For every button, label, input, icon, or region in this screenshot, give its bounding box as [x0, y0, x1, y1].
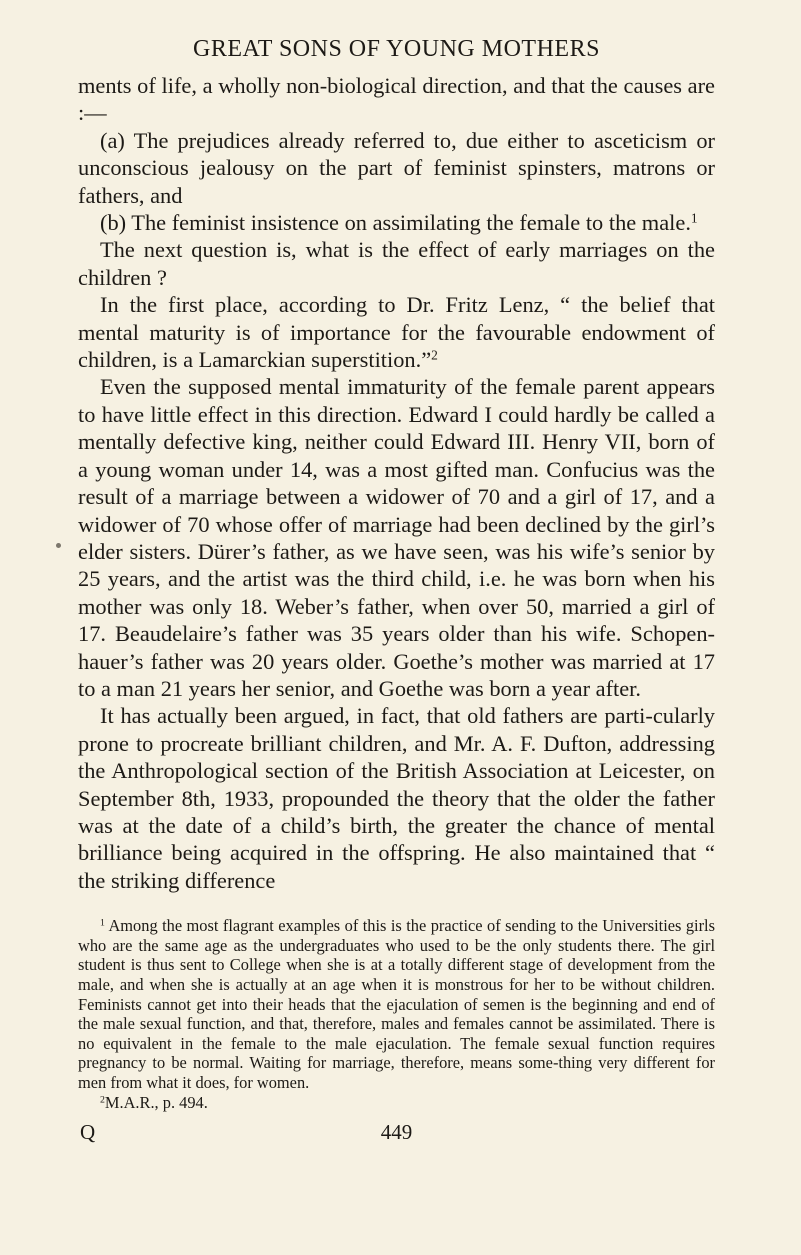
paragraph-question: The next question is, what is the effect of early marriages on the children ? [78, 237, 715, 290]
paragraph-examples: Even the supposed mental immaturity of the female parent appears to have little effect in this direction. Edward I could hardly be called a mentally defective king, neither could Edward III. Henry VII, born of a young woman under 14, was a most gifted man. Confucius was the result of a marriage between a widower of 70 and a girl of 17, and a widower of 70 whose offer of marriage had been declined by the girl’s elder sisters. Dürer’s father, as we have seen, was his wife’s senior by 25 years, and the artist was the third child, i.e. he was born when his mother was only 18. Weber’s father, when over 50, married a girl of 17. Beaudelaire’s father was 35 years older than his wife. Schopen-hauer’s father was 20 years older. Goethe’s mother was married at 17 to a man 21 years her senior, and Goethe was born a year after. [78, 374, 715, 701]
main-text [78, 72, 715, 894]
footnote-reference-1: 1 [690, 210, 698, 226]
footnote-reference-2: 2 [431, 347, 438, 363]
footnote-1-text: Among the most flagrant examples of this is the practice of sending to the Universities girls who are the same age as the undergraduates who used to be the only students there. The girl student is thus sent to College when she is at a totally different stage of development from the male, and when she is actually at an age when it is monstrous for her to be without children. Feminists cannot get into their heads that the ejaculation of semen is the beginning and end of the male sexual function, and that, therefore, males and females cannot be assimilated. There is no equivalent in the female to the male ejaculation. The female sexual function requires pregnancy to be normal. Waiting for marriage, therefore, means some-thing very different for men from what it does, for women. [78, 916, 715, 1092]
margin-dot-mark [56, 543, 61, 548]
footnotes [78, 916, 715, 1112]
running-head: GREAT SONS OF YOUNG MOTHERS [193, 36, 600, 62]
signature-mark: Q [80, 1120, 96, 1145]
lenz-quote-text: In the first place, according to Dr. Fritz Lenz, “ the belief that mental maturity is of importance for the favourable endowment of children, is a Lamarckian superstition.” [78, 292, 715, 373]
paragraph-old-fathers: It has actually been argued, in fact, that old fathers are parti-cularly prone to procreate brilliant children, and Mr. A. F. Dufton, addressing the Anthropological section of the British Association at Leicester, on September 8th, 1933, propounded the theory that the older the father was at the date of a child’s birth, the greater the chance of mental brilliance being acquired in the offspring. He also maintained that “ the striking difference [78, 703, 715, 893]
cause-b-text: (b) The feminist insistence on assimilating the female to the male. [100, 210, 691, 236]
footnote-1 [78, 916, 715, 1092]
paragraph-lenz-quote [78, 291, 715, 373]
page-number: 449 [380, 1120, 413, 1145]
paragraph-cause-b [78, 209, 715, 236]
footnote-1-marker: 1 [100, 917, 105, 929]
footnote-2 [78, 1093, 715, 1113]
footnote-2-text: M.A.R., p. 494. [104, 1092, 208, 1112]
footnote-2-marker: 2 [100, 1094, 105, 1106]
page-footer [78, 1118, 715, 1146]
paragraph-continued: ments of life, a wholly non-biological direction, and that the causes are :— [78, 73, 715, 126]
paragraph-cause-a: (a) The prejudices already referred to, due either to asceticism or unconscious jealousy on the part of feminist spinsters, matrons or fathers, and [78, 127, 715, 208]
